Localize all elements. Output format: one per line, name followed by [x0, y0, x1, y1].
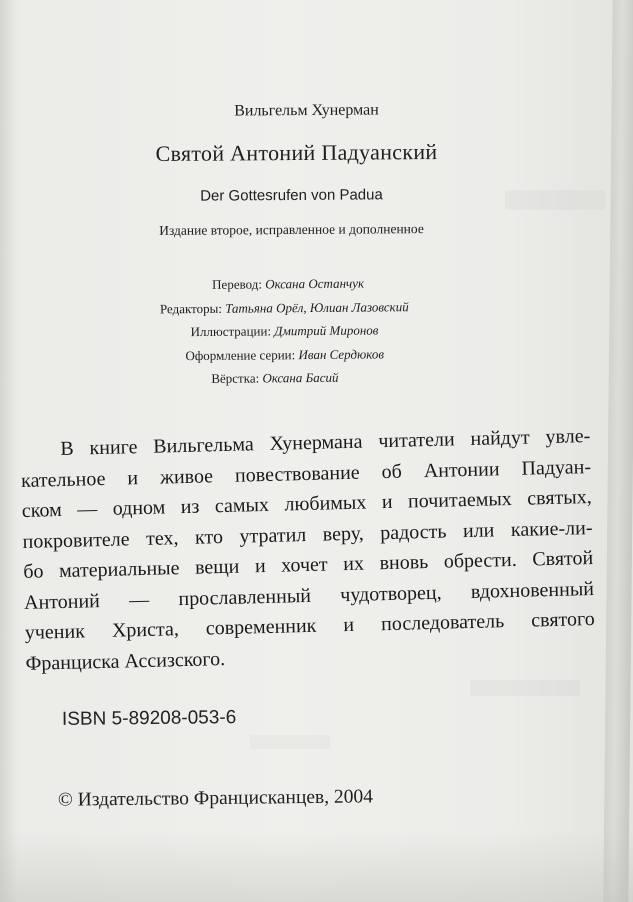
original-title: Der Gottesrufen von Padua: [200, 186, 383, 205]
annotation-line: Франциска Ассизского.: [25, 647, 226, 675]
credit-label: Редакторы:: [159, 300, 223, 316]
book-author: Вильгельм Хунерман: [234, 101, 379, 120]
annotation-line: кательное и живое повествование об Антонии Падуан-: [20, 455, 592, 492]
annotation-line: ском — одном из самых любимых и почитаемых святых,: [21, 486, 592, 522]
page-shadow-left: [0, 0, 18, 902]
credit-label: Оформление серии:: [185, 346, 296, 363]
copyright: © Издательство Францисканцев, 2004: [57, 786, 374, 811]
credit-value: Татьяна Орёл, Юлиан Лазовский: [225, 298, 409, 316]
edition-note: Издание второе, исправленное и дополненное: [159, 221, 424, 238]
annotation-line: покровителе тех, кто утратил веру, радость или какие-ли-: [22, 516, 593, 553]
annotation-line: бо материальные вещи и хочет их вновь обрести. Святой: [23, 547, 594, 583]
credits-block: [0, 269, 633, 392]
isbn: ISBN 5-89208-053-6: [61, 707, 237, 730]
credit-value: Оксана Басий: [262, 369, 339, 386]
annotation-line: В книге Вильгельма Хунермана читатели найдут увле-: [60, 425, 591, 460]
credit-value: Оксана Останчук: [265, 275, 365, 292]
page-shadow-bottom: [0, 830, 633, 902]
credit-label: Вёрстка:: [211, 370, 260, 386]
annotation-line: Антоний — прославленный чудотворец, вдохновенный: [23, 577, 595, 614]
annotation-line: ученик Христа, современник и последователь святого: [24, 607, 595, 644]
credit-label: Иллюстрации:: [190, 323, 272, 340]
credit-value: Иван Сердюков: [298, 345, 385, 362]
credit-value: Дмитрий Миронов: [274, 322, 379, 339]
bleed-through: [250, 735, 330, 749]
annotation-paragraph: [20, 421, 596, 678]
credit-label: Перевод:: [212, 276, 263, 292]
bleed-through: [470, 680, 580, 696]
book-title: Святой Антоний Падуанский: [155, 139, 438, 166]
